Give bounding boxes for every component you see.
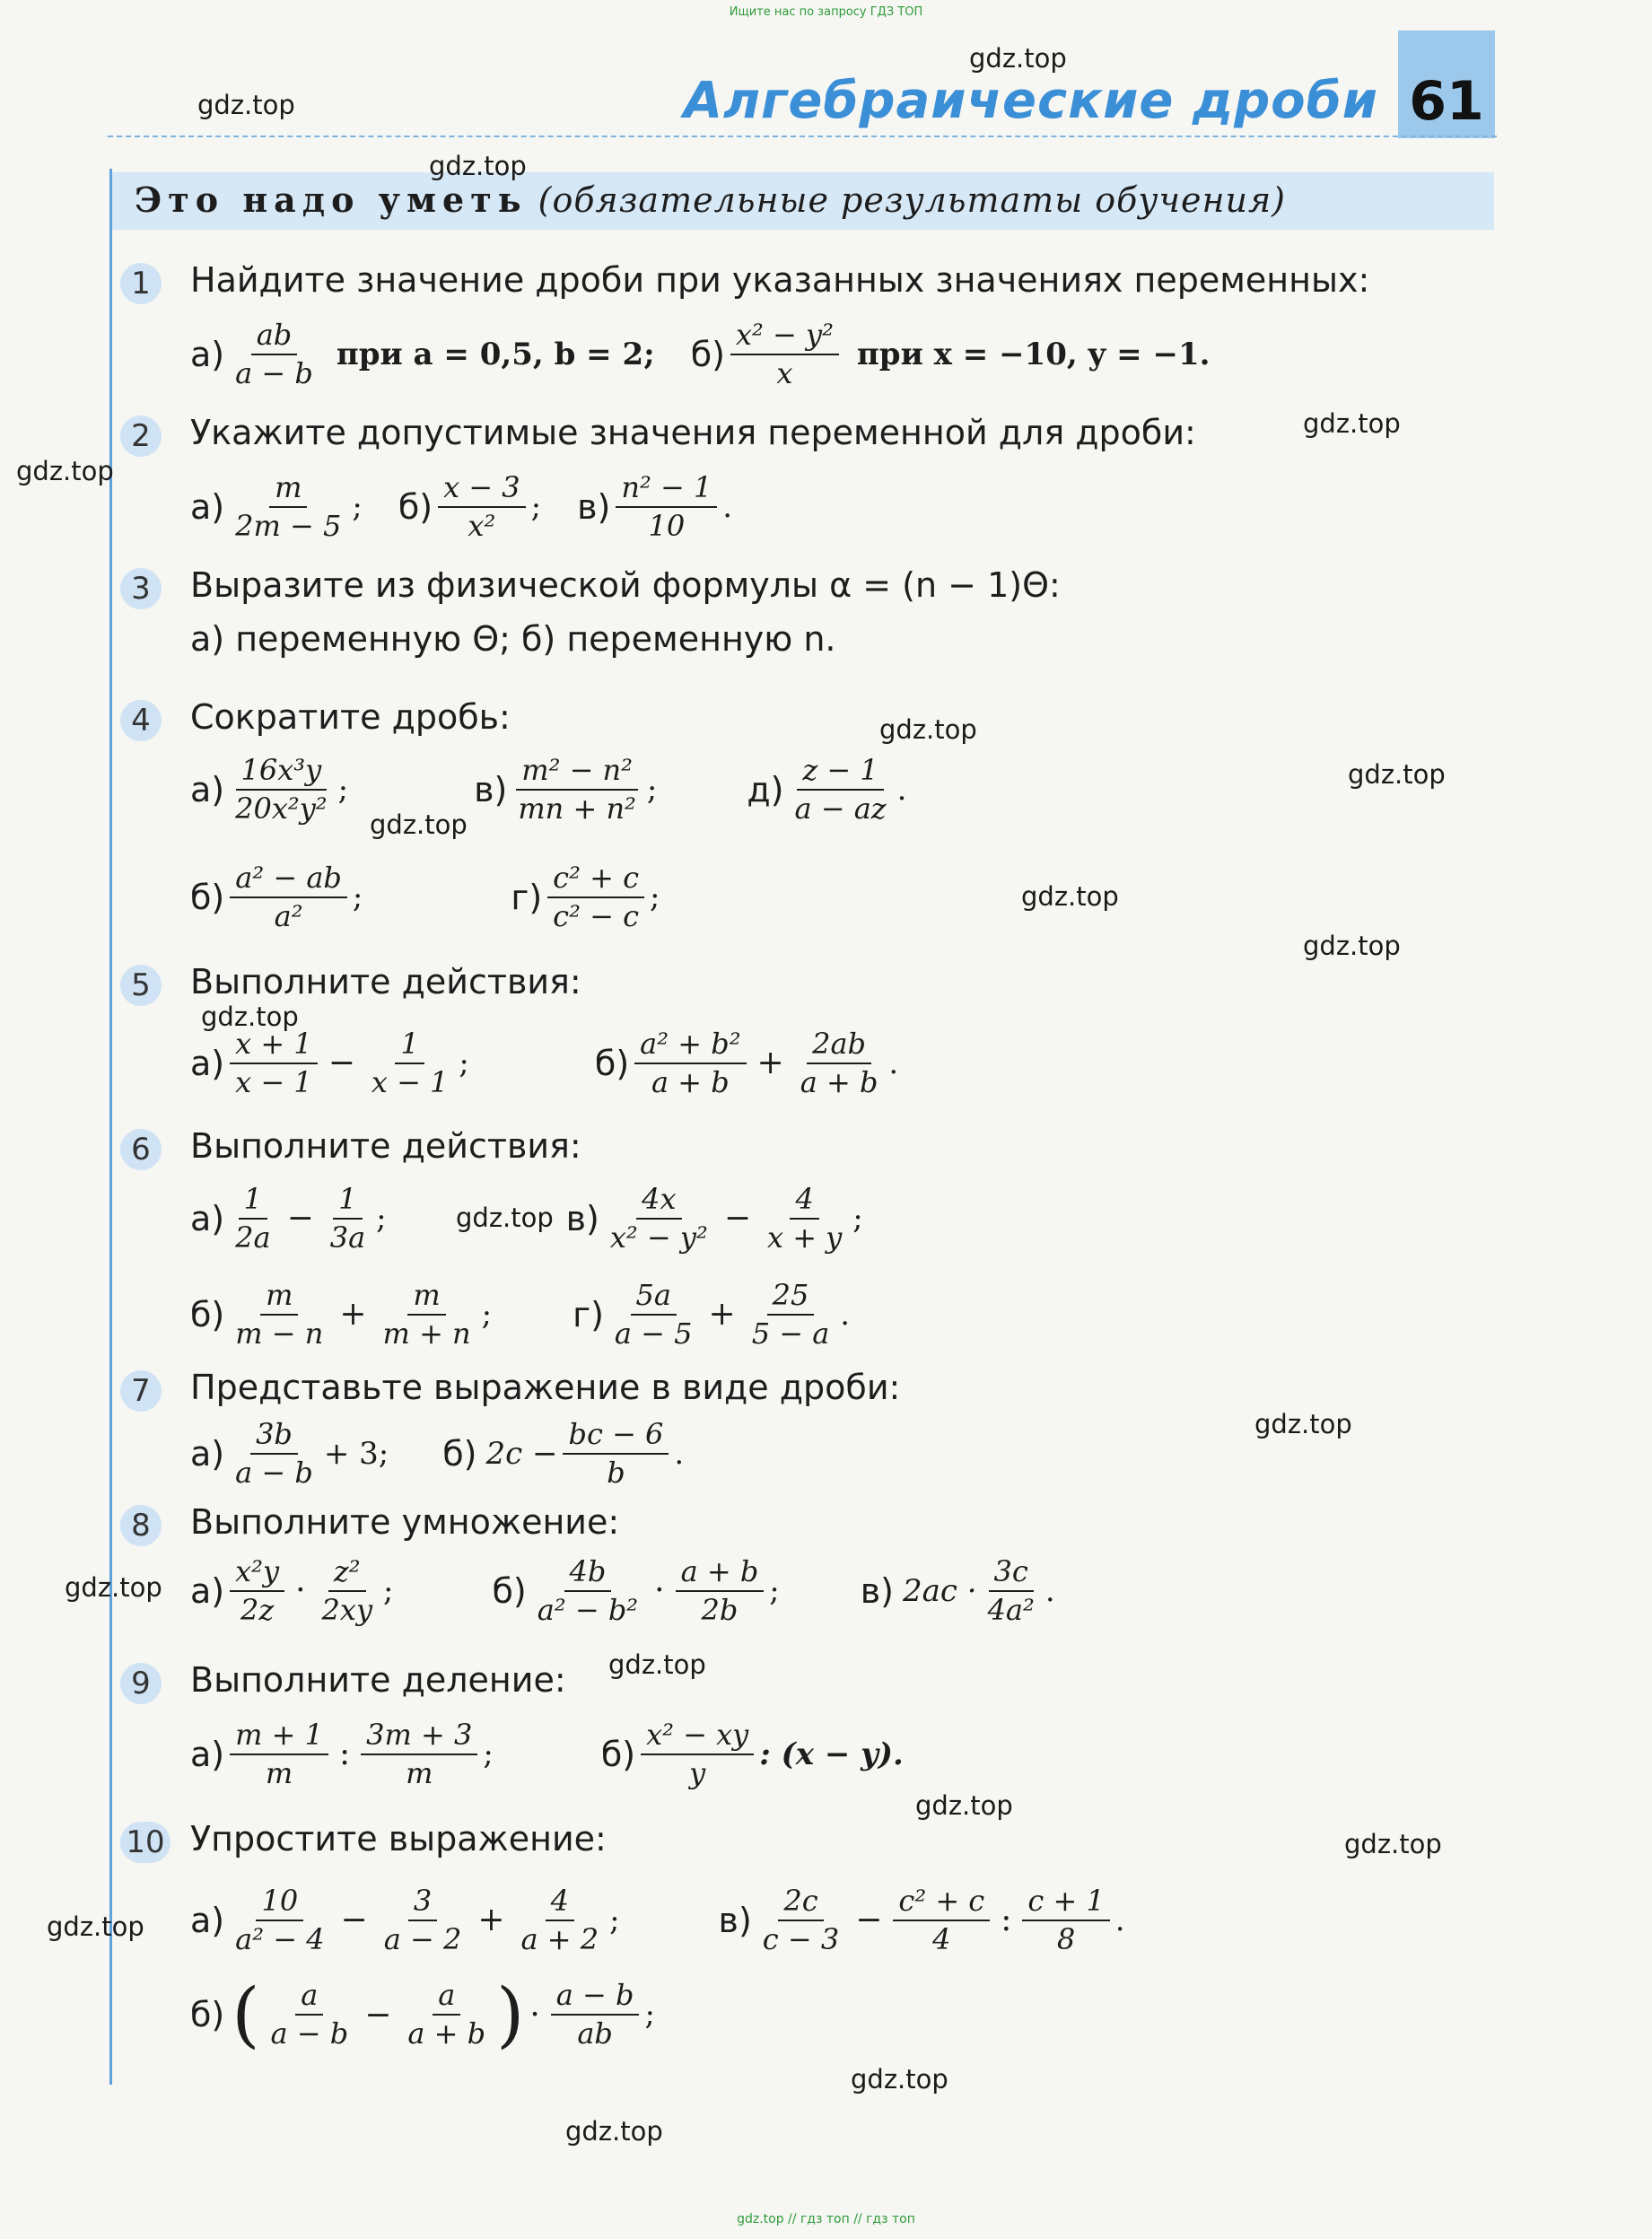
numerator: m [269,471,307,508]
task-2-parts [190,471,732,543]
label-b: б) [190,877,225,917]
fraction [983,1555,1040,1627]
denominator: x − 1 [235,1064,312,1099]
numerator: z² [328,1555,366,1592]
section-title [135,179,1286,220]
fraction [730,319,839,390]
task-10-row2: б) ( $\frac{a}{a - b}$ − $\frac{a}{a + b}$ ) · $\frac{a - b}{ab}$ ; [190,1972,655,2056]
numerator: 3b [250,1418,298,1455]
fraction [230,1885,329,1956]
denominator: 2b [701,1592,739,1627]
numerator: 16x³y [236,754,328,791]
numerator: bc − 6 [563,1418,669,1455]
task-10-row1: а) $\frac{10}{\text{a² − 4}}$ − $\frac{3}{a - 2}$ + $\frac{4}{a + 2}$ ; в) $\frac{2c}{c - 3}$ − $\frac{\text{c² + c}}{4}$ : $\frac{c + 1}{8}$ . [190,1884,1125,1956]
fraction [1022,1885,1109,1956]
fraction [379,1885,468,1956]
numerator: 1 [333,1183,362,1220]
denominator: x − 1 [371,1064,449,1099]
denominator: a − az [794,791,887,826]
denominator: a + b [800,1064,878,1099]
task-number-10: 10 [120,1822,170,1863]
bottom-note: gdz.top // гдз топ // гдз топ [737,2212,915,2226]
label-b: б) [492,1570,527,1611]
fraction [265,1979,354,2051]
task-number-9: 9 [120,1663,162,1704]
fraction [762,1183,847,1255]
denominator: a − b [270,2016,349,2051]
fraction [230,1418,319,1490]
label-a: а) [190,1433,225,1474]
watermark: gdz.top [565,2116,663,2147]
label-c: в) [565,1198,599,1238]
watermark: gdz.top [608,1649,706,1680]
fraction [230,861,347,933]
fraction [551,1979,640,2051]
section-title-bold: Это надо уметь [135,179,528,220]
fraction [402,1979,491,2051]
section-title-italic: (обязательные результаты обучения) [538,180,1286,220]
denominator: a − b [235,355,313,390]
fraction [641,1719,754,1790]
denominator: a − 2 [383,1921,462,1956]
denominator: x² [468,508,496,543]
denominator: a² − 4 [235,1921,325,1956]
fraction [605,1183,713,1255]
numerator: 4 [790,1183,818,1220]
numerator: x − 3 [438,471,526,508]
numerator: 4b [564,1555,612,1592]
fraction [547,861,644,933]
fraction [616,471,717,543]
numerator: a² + b² [634,1028,746,1064]
expression-tail: + 3; [323,1435,389,1472]
label-b: б) [600,1734,636,1774]
numerator: a² − ab [230,861,347,898]
fraction [515,1885,604,1956]
numerator: c² + c [893,1885,990,1921]
denominator: 4 [932,1921,951,1956]
numerator: 25 [767,1279,815,1316]
task-6-row1: а) $\frac{1}{2a}$ − $\frac{1}{3a}$ ; в) $\frac{4x}{\text{x² − y²}}$ − $\frac{4}{x + y}$ ; [190,1182,863,1255]
condition: при a = 0,5, b = 2; [336,336,655,372]
fraction [893,1885,990,1956]
task-4-row1: а) $\frac{\text{16x³y}}{\text{20x²y²}}$ ; в) $\frac{\text{m² − n²}}{\text{mn + n²}}$ ; д) $\frac{z - 1}{a - az}$ . [190,753,907,826]
watermark: gdz.top [16,456,114,486]
label-d: г) [511,877,543,917]
numerator: x²y [230,1555,284,1592]
fraction [795,1028,884,1099]
numerator: m [260,1279,298,1316]
numerator: 5a [631,1279,677,1316]
numerator: 4x [636,1183,681,1220]
denominator: a² − b² [537,1592,639,1627]
denominator: 2z [240,1592,275,1627]
denominator: c − 3 [762,1921,840,1956]
numerator: m [407,1279,445,1316]
task-5-parts: а) $\frac{x + 1}{x - 1}$ − $\frac{1}{x - 1}$ ; б) $\frac{\text{a² + b²}}{a + b}$ + $\frac{2ab}{a + b}$ . [190,1027,899,1099]
numerator: x + 1 [230,1028,318,1064]
separator: . [722,488,733,525]
denominator: m − n [235,1316,324,1351]
numerator: a [295,1979,323,2016]
denominator: 20x²y² [235,791,328,826]
label-b: б) [398,486,433,527]
watermark: gdz.top [197,90,295,120]
task-number-4: 4 [120,700,162,741]
denominator: 3a [329,1220,366,1255]
denominator: 5 − a [751,1316,830,1351]
denominator: 10 [648,508,686,543]
fraction [512,754,642,826]
task-number-6: 6 [120,1129,162,1170]
denominator: 2a [235,1220,271,1255]
fraction [230,471,346,543]
denominator: m [265,1755,293,1790]
watermark: gdz.top [1303,931,1401,961]
fraction [230,1028,318,1099]
numerator: 2ab [807,1028,871,1064]
fraction [325,1183,371,1255]
denominator: m + n [382,1316,471,1351]
denominator: a + b [651,1064,730,1099]
numerator: n² − 1 [616,471,717,508]
fraction [747,1279,835,1351]
fraction [230,1183,275,1255]
label-c: в) [860,1570,894,1611]
watermark: gdz.top [1344,1829,1442,1859]
numerator: 4 [546,1885,574,1921]
fraction [230,754,333,826]
denominator: x² − y² [609,1220,708,1255]
expression-head: 2ac · [903,1572,977,1609]
fraction [676,1555,765,1627]
top-note: Ищите нас по запросу ГДЗ ТОП [729,5,923,19]
label-c: в) [718,1900,752,1940]
fraction [317,1555,378,1627]
watermark: gdz.top [969,43,1067,74]
denominator: mn + n² [518,791,636,826]
task-number-2: 2 [120,415,162,457]
chapter-title: Алгебраические дроби [683,72,1378,130]
label-c: в) [577,486,611,527]
denominator: a + b [407,2016,486,2051]
watermark: gdz.top [1348,759,1446,790]
numerator: 3m + 3 [361,1719,477,1755]
label-c: в) [474,769,508,809]
denominator: b [607,1455,625,1490]
watermark: gdz.top [851,2064,948,2095]
task-6-row2: б) $\frac{m}{m - n}$ + $\frac{m}{m + n}$ ; г) $\frac{5a}{a - 5}$ + $\frac{25}{5 - a}$ . [190,1278,851,1351]
numerator: c² + c [547,861,644,898]
fraction [230,1279,328,1351]
watermark: gdz.top [429,151,527,181]
task-6-text: Выполните действия: [190,1126,581,1166]
denominator: a − b [235,1455,313,1490]
task-7-text: Представьте выражение в виде дроби: [190,1368,901,1407]
label-b: б) [190,1294,225,1334]
page-number: 61 [1409,70,1484,133]
label-b: б) [690,334,725,374]
task-number-7: 7 [120,1370,162,1412]
numerator: m² − n² [516,754,638,791]
denominator: a − 5 [614,1316,693,1351]
fraction [361,1719,477,1790]
header-divider [108,136,1497,137]
task-9-text: Выполните деление: [190,1660,566,1700]
expression-head: 2c − [485,1435,558,1472]
denominator: 8 [1056,1921,1076,1956]
separator: ; [530,488,542,525]
task-8-text: Выполните умножение: [190,1502,620,1542]
numerator: c + 1 [1022,1885,1109,1921]
watermark: gdz.top [1303,408,1401,439]
numerator: 3c [989,1555,1034,1592]
denominator: 4a² [987,1592,1035,1627]
task-9-parts: а) $\frac{m + 1}{m}$ : $\frac{3m + 3}{m}$ ; б) $\frac{\text{x² − xy}}{y}$ : (x − y). [190,1718,904,1790]
fraction [789,754,891,826]
label-b: б) [190,1995,225,2034]
task-number-1: 1 [120,263,162,304]
numerator: a [433,1979,460,2016]
task-7-parts: а) $\frac{3b}{a - b}$ + 3; б) 2c − $\frac{bc - 6}{b}$ . [190,1417,685,1490]
label-a: а) [190,1198,225,1238]
task-2-text: Укажите допустимые значения переменной для дроби: [190,413,1196,452]
watermark: gdz.top [201,1001,299,1032]
label-a: а) [190,1734,225,1774]
task-4-row2: б) $\frac{\text{a² − ab}}{\text{a²}}$ ; г) $\frac{\text{c² + c}}{\text{c² − c}}$ ; [190,861,660,933]
numerator: a − b [551,1979,640,2016]
denominator: ab [577,2016,613,2051]
numerator: 1 [395,1028,424,1064]
label-a: а) [190,1570,225,1611]
fraction [366,1028,454,1099]
numerator: m + 1 [230,1719,328,1755]
task-number-3: 3 [120,568,162,609]
numerator: x² − y² [730,319,839,355]
numerator: x² − xy [641,1719,754,1755]
fraction [230,1719,328,1790]
watermark: gdz.top [1254,1409,1352,1439]
numerator: 10 [256,1885,303,1921]
task-4-text: Сократите дробь: [190,697,511,737]
denominator: x [776,355,793,390]
task-8-parts: а) $\frac{\text{x²y}}{2z}$ · $\frac{\text{z²}}{2xy}$ ; б) $\frac{4b}{\text{a² − b²}}$ · $\frac{a + b}{2b}$ ; в) 2ac · $\frac{3c}{\text{4a²}}$ . [190,1554,1055,1627]
fraction [757,1885,844,1956]
numerator: 2c [778,1885,823,1921]
watermark: gdz.top [915,1790,1013,1821]
label-a: а) [190,769,225,809]
denominator: m [406,1755,433,1790]
label-a: а) [190,1900,225,1940]
denominator: y [689,1755,706,1790]
label-d: г) [573,1294,604,1334]
fraction [230,319,319,390]
fraction [230,1555,284,1627]
task-number-8: 8 [120,1505,162,1546]
watermark: gdz.top [1021,881,1119,912]
denominator: c² − c [553,898,639,933]
numerator: z − 1 [797,754,883,791]
label-a: а) [190,334,225,374]
task-5-text: Выполните действия: [190,962,581,1001]
task-1-text: Найдите значение дроби при указанных значениях переменных: [190,260,1370,300]
fraction [438,471,526,543]
watermark: gdz.top [879,714,977,745]
expression-tail: : (x − y). [759,1736,904,1772]
denominator: a² [274,898,303,933]
watermark: gdz.top [65,1572,162,1603]
fraction [634,1028,746,1099]
task-10-text: Упростите выражение: [190,1819,607,1859]
watermark: gdz.top [47,1911,144,1942]
fraction [378,1279,476,1351]
label-b: б) [594,1043,630,1083]
fraction [563,1418,669,1490]
denominator: 2xy [321,1592,373,1627]
denominator: a + 2 [520,1921,599,1956]
label-b: б) [442,1433,477,1474]
task-1-parts [190,319,1210,390]
condition: при x = −10, y = −1. [856,336,1211,372]
numerator: 3 [408,1885,437,1921]
label-a: а) [190,1043,225,1083]
separator: ; [352,488,363,525]
watermark: gdz.top [456,1203,554,1233]
watermark: gdz.top [370,809,468,840]
task-3-line2: а) переменную Θ; б) переменную n. [190,619,836,659]
fraction [532,1555,643,1627]
numerator: ab [251,319,298,355]
denominator: x + y [766,1220,843,1255]
fraction [609,1279,698,1351]
denominator: 2m − 5 [235,508,342,543]
task-3-text: Выразите из физической формулы α = (n − 1)Θ: [190,565,1061,605]
label-a: а) [190,486,225,527]
task-number-5: 5 [120,965,162,1006]
numerator: 1 [239,1183,267,1220]
numerator: a + b [676,1555,765,1592]
label-e: д) [747,769,784,809]
